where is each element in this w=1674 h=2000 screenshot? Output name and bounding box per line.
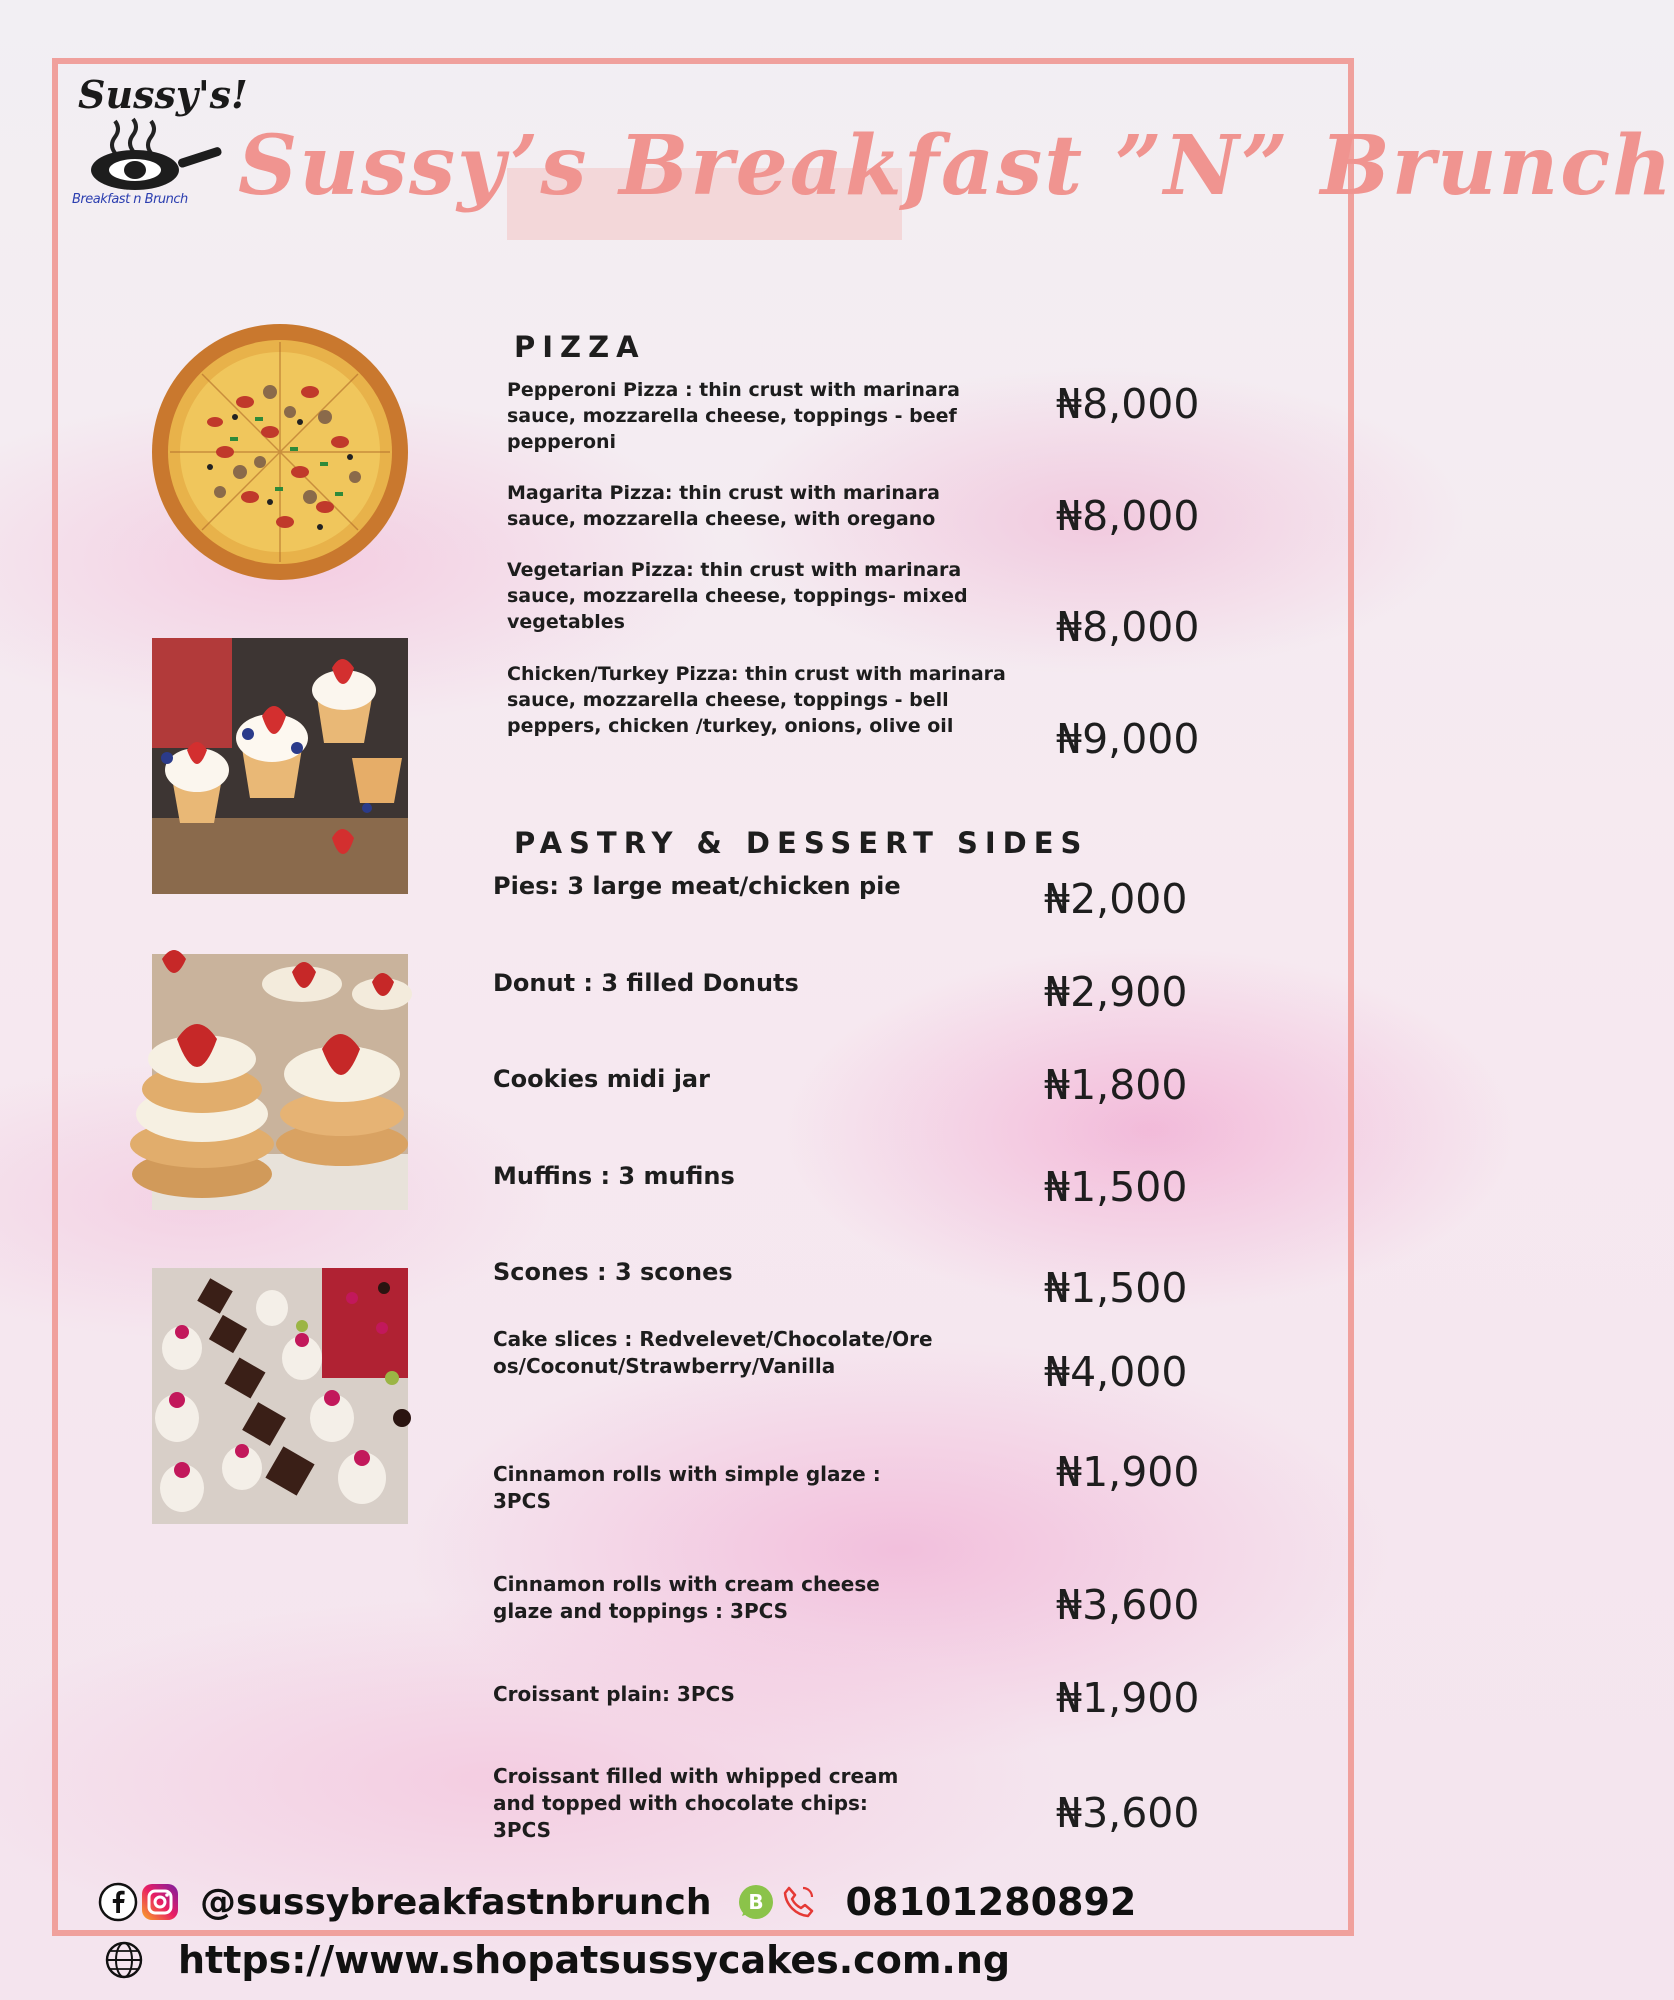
menu-item-description: Cinnamon rolls with cream cheese glaze and toppings : 3PCS <box>493 1572 880 1623</box>
menu-item-description: Cinnamon rolls with simple glaze : 3PCS <box>493 1462 881 1513</box>
section-heading-pizza: PIZZA <box>514 330 646 364</box>
menu-item-price: ₦2,900 <box>1044 968 1188 1016</box>
menu-item-price: ₦3,600 <box>1056 1581 1200 1629</box>
menu-item-price: ₦8,000 <box>1056 380 1200 428</box>
brand-logo <box>70 72 248 222</box>
facebook-icon[interactable] <box>98 1882 138 1922</box>
business-chat-icon[interactable] <box>736 1882 776 1922</box>
menu-item-description: Donut : 3 filled Donuts <box>493 969 799 997</box>
menu-item-price: ₦8,000 <box>1056 492 1200 540</box>
menu-item-description: Muffins : 3 mufins <box>493 1162 735 1190</box>
page-title: Sussy’s Breakfast ”N” Brunch <box>238 118 1674 214</box>
menu-item-price: ₦9,000 <box>1056 715 1200 763</box>
phone-number[interactable]: 08101280892 <box>845 1880 1137 1924</box>
frying-pan-icon <box>85 116 225 194</box>
menu-item-description: Magarita Pizza: thin crust with marinara sauce, mozzarella cheese, with oregano <box>507 482 940 530</box>
social-row <box>98 1880 1136 1924</box>
menu-item-price: ₦1,500 <box>1044 1163 1188 1211</box>
logo-tagline: Breakfast n Brunch <box>72 192 188 207</box>
menu-item-price: ₦1,500 <box>1044 1264 1188 1312</box>
menu-item-description: Scones : 3 scones <box>493 1258 733 1286</box>
menu-item-description: Cookies midi jar <box>493 1065 710 1093</box>
menu-item-description: Vegetarian Pizza: thin crust with marinara sauce, mozzarella cheese, toppings- mixed vegetables <box>507 559 968 633</box>
tarts-photo <box>152 954 408 1210</box>
menu-item-price: ₦4,000 <box>1044 1348 1188 1396</box>
menu-item-price: ₦2,000 <box>1044 875 1188 923</box>
website-link[interactable]: https://www.shopatsussycakes.com.ng <box>178 1938 1011 1982</box>
menu-item-price: ₦8,000 <box>1056 603 1200 651</box>
phone-icon[interactable] <box>778 1882 818 1922</box>
menu-item-price: ₦1,800 <box>1044 1061 1188 1109</box>
cupcakes-photo <box>152 638 408 894</box>
menu-item-price: ₦3,600 <box>1056 1789 1200 1837</box>
menu-item-price: ₦1,900 <box>1056 1674 1200 1722</box>
svg-text:B: B <box>747 1890 764 1914</box>
menu-item-description: Pies: 3 large meat/chicken pie <box>493 872 901 900</box>
menu-item-description: Croissant plain: 3PCS <box>493 1682 735 1706</box>
section-heading-pastry: PASTRY & DESSERT SIDES <box>514 826 1089 860</box>
menu-item-description: Pepperoni Pizza : thin crust with marinara sauce, mozzarella cheese, toppings - beef pepperoni <box>507 379 960 453</box>
social-handle[interactable]: @sussybreakfastnbrunch <box>200 1881 712 1923</box>
assorted-desserts-photo <box>152 1268 408 1524</box>
pizza-photo <box>150 322 410 582</box>
menu-item-description: Cake slices : Redvelevet/Chocolate/Oreos/Coconut/Strawberry/Vanilla <box>493 1327 933 1378</box>
menu-item-description: Croissant filled with whipped cream and topped with chocolate chips: 3PCS <box>493 1764 899 1842</box>
globe-icon <box>104 1940 144 1980</box>
website-row <box>104 1938 1010 1982</box>
menu-item-description: Chicken/Turkey Pizza: thin crust with marinara sauce, mozzarella cheese, toppings - bell peppers, chicken /turkey, onions, olive oil <box>507 663 1006 737</box>
instagram-icon[interactable] <box>140 1882 180 1922</box>
logo-script-text: Sussy's! <box>78 72 248 117</box>
menu-item-price: ₦1,900 <box>1056 1448 1200 1496</box>
